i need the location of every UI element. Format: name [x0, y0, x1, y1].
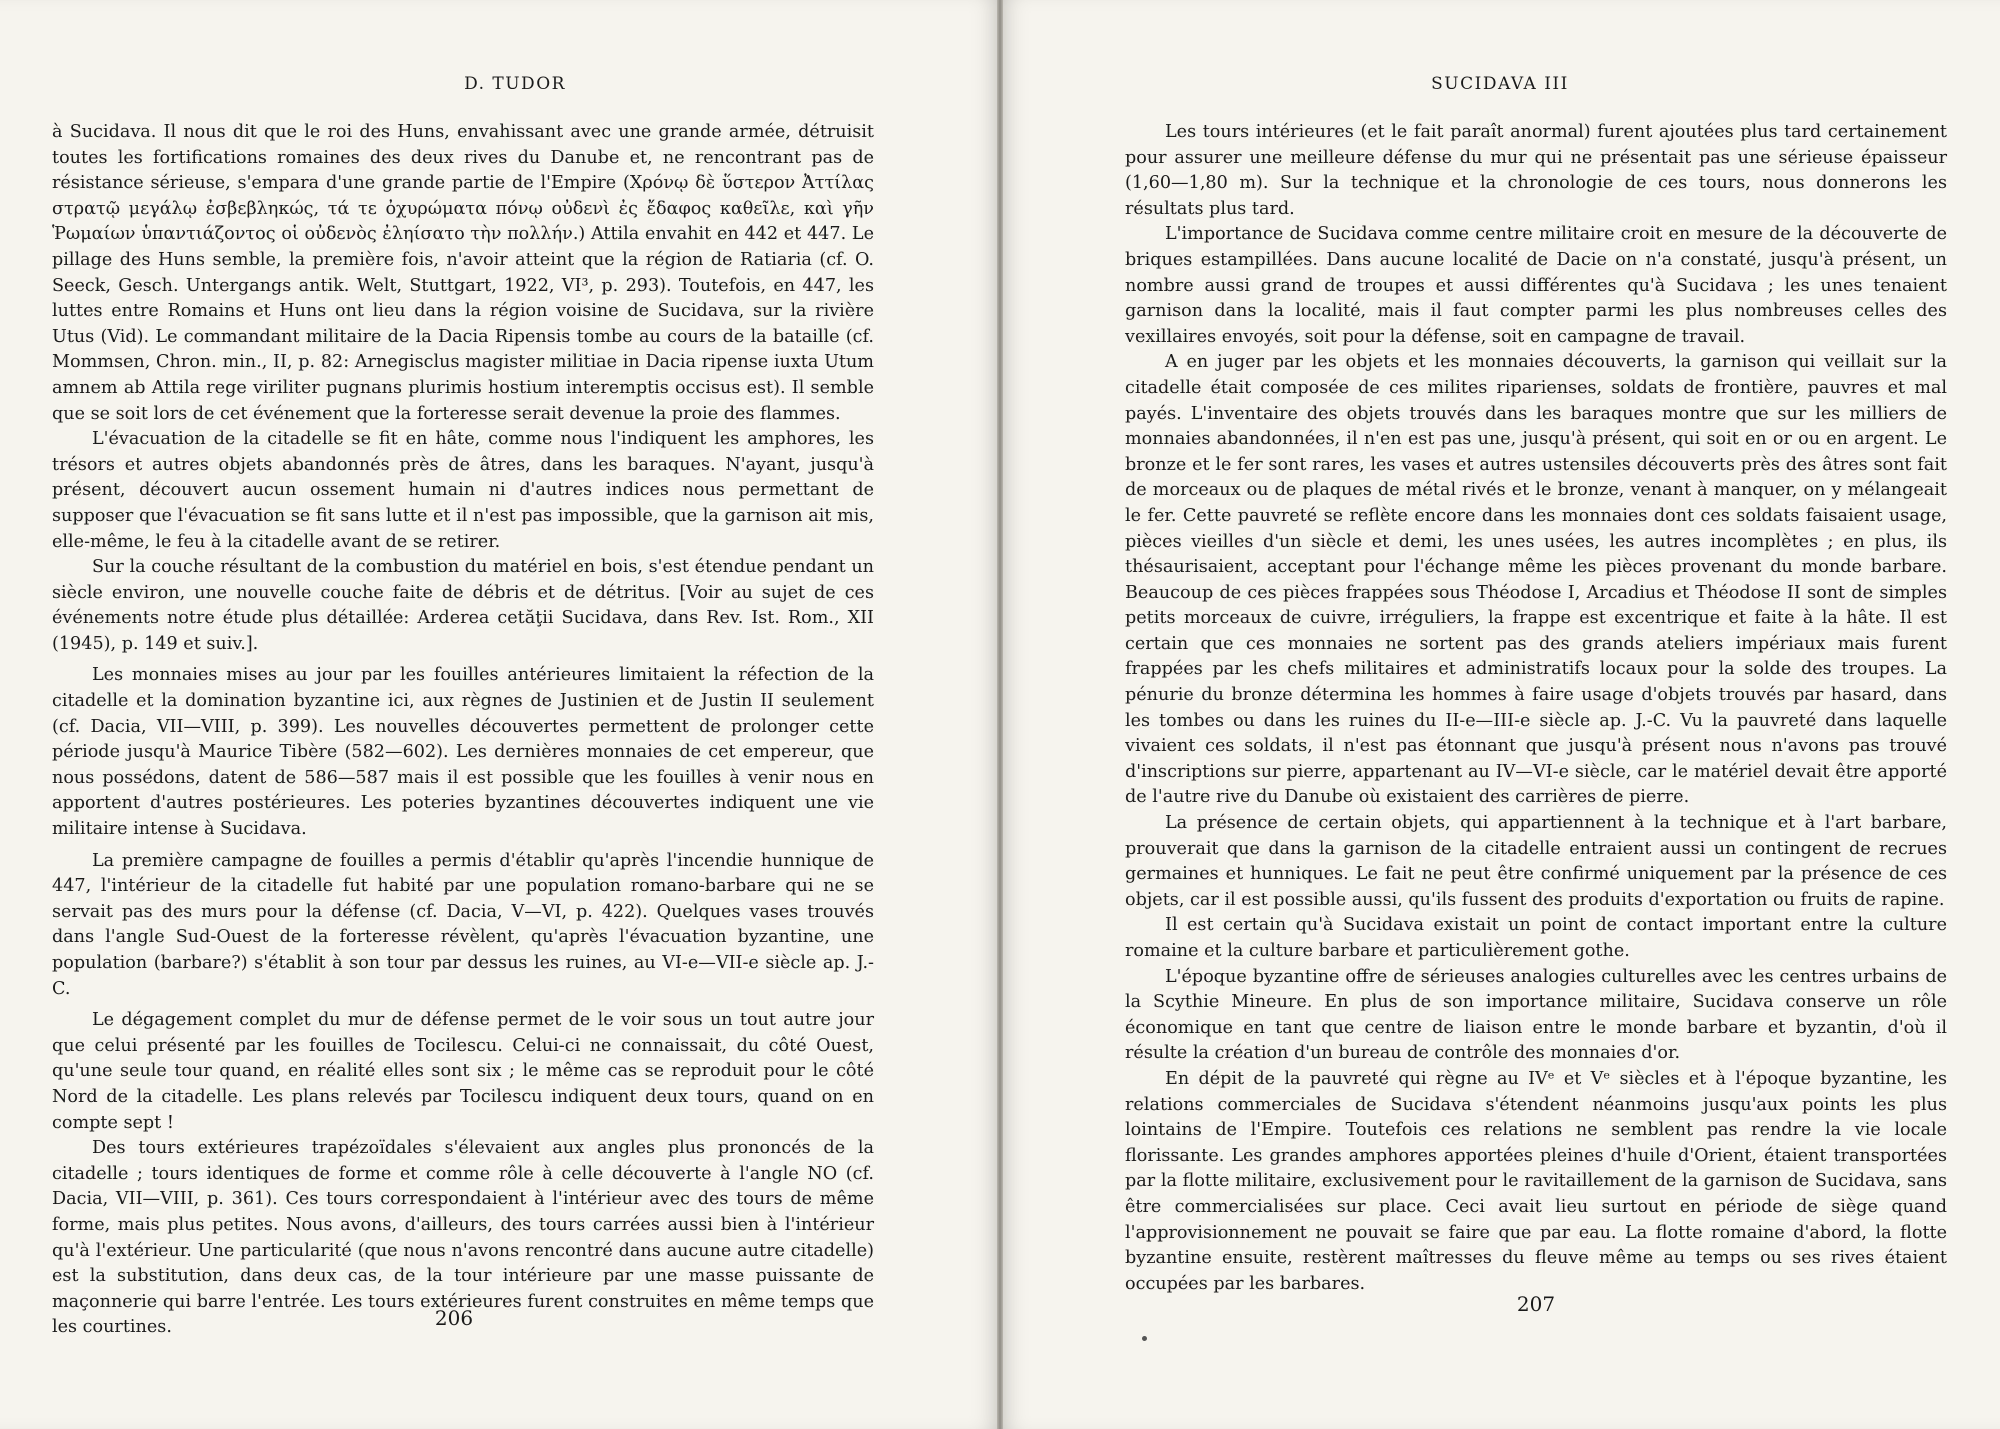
paragraph: L'évacuation de la citadelle se fit en hâte, comme nous l'indiquent les amphores, les trésors et autres objets abandonnés près de âtres, dans les baraques. N'ayant, jusqu'à présent, découvert aucun ossement humain ni d'autres indices nous permettant de supposer que l'évacuation se fit sans lutte et il n'est pas impossible, que la garnison ait mis, elle-même, le feu à la citadelle avant de se retirer.	[52, 429, 874, 552]
paragraph: Les tours intérieures (et le fait paraît anormal) furent ajoutées plus tard certainement pour assurer une meilleure défense du mur qui ne présentait pas une sérieuse épaisseur (1,60—1,80 m). Sur la technique et la chronologie de ces tours, nous donnerons les résultats plus tard.	[1125, 122, 1947, 219]
book-gutter	[997, 0, 1003, 1429]
paragraph: L'importance de Sucidava comme centre militaire croit en mesure de la découverte de briques estampillées. Dans aucune localité de Dacie on n'a constaté, jusqu'à présent, un nombre aussi grand de troupes et aussi différentes qu'à Sucidava ; les unes tenaient garnison dans la localité, mais il faut compter parmi les plus nombreuses celles des vexillaires envoyés, soit pour la défense, soit en campagne de travail.	[1125, 224, 1947, 347]
paragraph: Les monnaies mises au jour par les fouilles antérieures limitaient la réfection de la citadelle et la domination byzantine ici, aux règnes de Justinien et de Justin II seulement (cf. Dacia, VII—VIII, p. 399). Les nouvelles découvertes permettent de prolonger cette période jusqu'à Maurice Tibère (582—602). Les dernières monnaies de cet empereur, que nous possédons, datent de 586—587 mais il est possible que les fouilles à venir nous en apportent d'autres postérieures. Les poteries byzantines découvertes indiquent une vie militaire intense à Sucidava.	[52, 665, 874, 840]
paragraph: En dépit de la pauvreté qui règne au IVᵉ et Vᵉ siècles et à l'époque byzantine, les relations commerciales de Sucidava s'étendent néanmoins jusqu'aux points les plus lointains de l'Empire. Toutefois ces relations ne semblent pas rendre la vie locale florissante. Les grandes amphores apportées pleines d'huile d'Orient, étaient transportées par la flotte militaire, exclusivement pour le ravitaillement de la garnison de Sucidava, sans être commercialisées sur place. Ceci avait lieu surtout en période de siège quand l'approvisionnement ne pouvait se faire que par eau. La flotte romaine d'abord, la flotte byzantine ensuite, restèrent maîtresses du fleuve même au temps ou ses rives étaient occupées par les barbares.	[1125, 1068, 1947, 1294]
paragraph: Il est certain qu'à Sucidava existait un point de contact important entre la culture romaine et la culture barbare et particulièrement gothe.	[1125, 915, 1947, 961]
paragraph: à Sucidava. Il nous dit que le roi des Huns, envahissant avec une grande armée, détruisit toutes les fortifications romaines des deux rives du Danube et, ne rencontrant pas de résistance sérieuse, s'empara d'une grande partie de l'Empire (Χρόνῳ δὲ ὕστερον Ἀττίλας στρατῷ μεγάλῳ ἐσβεβληκώς, τά τε ὀχυρώματα πόνῳ οὐδενὶ ἐς ἔδαφος καθεῖλε, καὶ γῆν Ῥωμαίων ὑπαντιάζοντος οἱ οὐδενὸς ἐληίσατο τὴν πολλήν.) Attila envahit en 442 et 447. Le pillage des Huns semble, la première fois, n'avoir atteint que la région de Ratiaria (cf. O. Seeck, Gesch. Untergangs antik. Welt, Stuttgart, 1922, VI³, p. 293). Toutefois, en 447, les luttes entre Romains et Huns ont lieu dans la région voisine de Sucidava, sur la rivière Utus (Vid). Le commandant militaire de la Dacia Ripensis tombe au cours de la bataille (cf. Mommsen, Chron. min., II, p. 82: Arnegisclus magister militiae in Dacia ripense iuxta Utum amnem ab Attila rege viriliter pugnans plurimis hostium interemptis occisus est). Il semble que se soit lors de cet événement que la forteresse serait devenue la proie des flammes.	[52, 122, 874, 424]
ink-speck	[1142, 1336, 1147, 1341]
page-number-left: 206	[434, 1306, 474, 1330]
paragraph: Le dégagement complet du mur de défense permet de le voir sous un tout autre jour que celui présenté par les fouilles de Tocilescu. Celui-ci ne connaissait, du côté Ouest, qu'une seule tour quand, en réalité elles sont six ; le même cas se reproduit pour le côté Nord de la citadelle. Les plans relevés par Tocilescu indiquent deux tours, quand on en compte sept !	[52, 1010, 874, 1133]
right-page-text	[1125, 120, 1947, 1297]
left-page-text	[52, 120, 874, 1341]
running-head-right: SUCIDAVA III	[1431, 74, 1569, 94]
right-page	[1000, 0, 2000, 1429]
paragraph: A en juger par les objets et les monnaies découverts, la garnison qui veillait sur la citadelle était composée de ces milites riparienses, soldats de frontière, pauvres et mal payés. L'inventaire des objets trouvés dans les baraques montre que sur les milliers de monnaies abandonnées, il n'en est pas une, jusqu'à présent, qui soit en or ou en argent. Le bronze et le fer sont rares, les vases et autres ustensiles découverts près des âtres sont fait de morceaux ou de plaques de métal rivés et le bronze, venant à manquer, on y mélangeait le fer. Cette pauvreté se reflète encore dans les monnaies dont ces soldats faisaient usage, pièces vieilles d'un siècle et demi, les unes usées, les autres incomplètes ; en plus, ils thésaurisaient, acceptant pour l'échange même les pièces provenant du monde barbare. Beaucoup de ces pièces frappées sous Théodose I, Arcadius et Théodose II sont de simples petits morceaux de cuivre, irréguliers, la frappe est excentrique et faite à la hâte. Il est certain que ces monnaies ne sortent pas des grands ateliers impériaux mais furent frappées par les chefs militaires et administratifs locaux pour la solde des troupes. La pénurie du bronze détermina les hommes à faire usage d'objets trouvés par hasard, dans les tombes ou dans les ruines du II-e—III-e siècle ap. J.-C. Vu la pauvreté dans laquelle vivaient ces soldats, il n'est pas étonnant que jusqu'à présent nous n'avons pas trouvé d'inscriptions sur pierre, appartenant au IV—VI-e siècle, car le matériel devait être apporté de l'autre rive du Danube où existaient des carrières de pierre.	[1125, 352, 1947, 808]
running-head-left: D. TUDOR	[464, 74, 566, 94]
paragraph: La première campagne de fouilles a permis d'établir qu'après l'incendie hunnique de 447, l'intérieur de la citadelle fut habité par une population romano-barbare qui ne se servait pas des murs pour la défense (cf. Dacia, V—VI, p. 422). Quelques vases trouvés dans l'angle Sud-Ouest de la forteresse révèlent, qu'après l'évacuation byzantine, une population (barbare?) s'établit à son tour par dessus les ruines, au VI-e—VII-e siècle ap. J.-C.	[52, 850, 874, 999]
page-number-right: 207	[1516, 1292, 1556, 1316]
paragraph: L'époque byzantine offre de sérieuses analogies culturelles avec les centres urbains de la Scythie Mineure. En plus de son importance militaire, Sucidava conserve un rôle économique en tant que centre de liaison entre le monde barbare et byzantin, d'où il résulte la création d'un bureau de contrôle des monnaies d'or.	[1125, 966, 1947, 1064]
paragraph: La présence de certain objets, qui appartiennent à la technique et à l'art barbare, prouverait que dans la garnison de la citadelle entraient aussi un contingent de recrues germaines et hunniques. Le fait ne peut être confirmé uniquement par la présence de ces objets, car il est possible aussi, qu'ils fussent des produits d'exportation ou fruits de rapine.	[1125, 813, 1947, 910]
paragraph: Sur la couche résultant de la combustion du matériel en bois, s'est étendue pendant un siècle environ, une nouvelle couche faite de débris et de détritus. [Voir au sujet de ces événements notre étude plus détaillée: Arderea cetăţii Sucidava, dans Rev. Ist. Rom., XII (1945), p. 149 et suiv.].	[52, 557, 874, 654]
paragraph: Des tours extérieures trapézoïdales s'élevaient aux angles plus prononcés de la citadelle ; tours identiques de forme et comme rôle à celle découverte à l'angle NO (cf. Dacia, VII—VIII, p. 361). Ces tours correspondaient à l'intérieur avec des tours de même forme, mais plus petites. Nous avons, d'ailleurs, des tours carrées aussi bien à l'intérieur qu'à l'extérieur. Une particularité (que nous n'avons rencontré dans aucune autre citadelle) est la substitution, dans deux cas, de la tour intérieure par une masse puissante de maçonnerie qui barre l'entrée. Les tours extérieures furent construites en même temps que les courtines.	[52, 1138, 874, 1338]
